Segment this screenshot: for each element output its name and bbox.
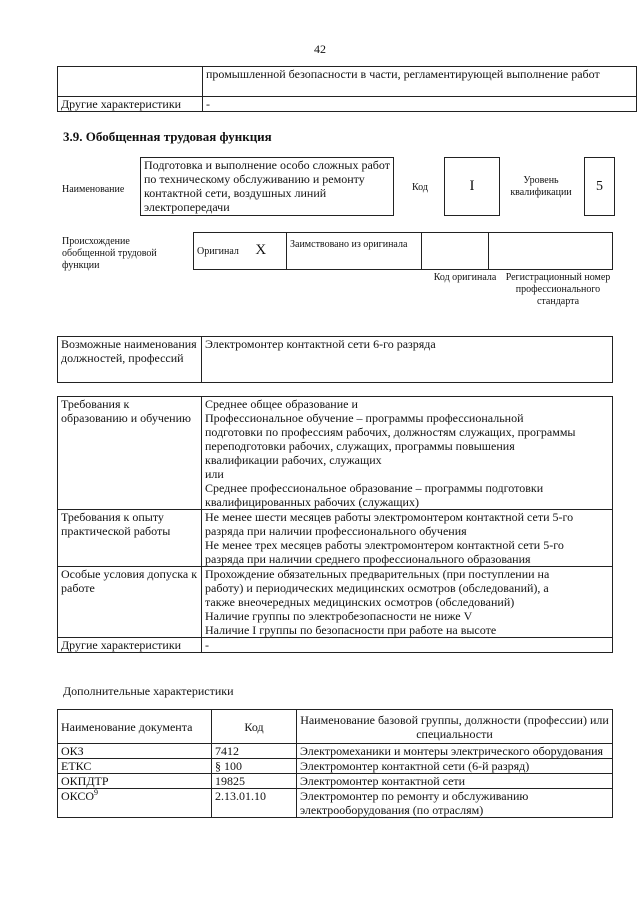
doc-cell [58,789,212,818]
additional-title: Дополнительные характеристики [63,684,234,698]
original-label: Оригинал [197,246,239,257]
other-value: - [202,638,613,653]
level-value-box: 5 [584,157,615,216]
borrowed-cell: Заимствовано из оригинала [287,233,422,270]
code-cell: 19825 [212,774,297,789]
reg-number-caption: Регистрационный номер профессионального стандарта [505,272,611,307]
name-cell: Электромонтер контактной сети (6-й разряд) [297,759,613,774]
code-cell: 7412 [212,744,297,759]
function-code-box: I [444,157,500,216]
name-cell: Электромеханики и монтеры электрического оборудования [297,744,613,759]
header-code: Код [212,710,297,744]
name-label: Наименование [62,184,125,195]
conditions-line: Наличие I группы по безопасности при работе на высоте [205,623,497,637]
code-label: Код [412,182,428,193]
header-document: Наименование документа [58,710,212,744]
positions-label: Возможные наименования должностей, профессий [58,337,202,383]
education-line: квалификации рабочих, служащих [205,453,382,467]
positions-table [57,336,613,383]
code-cell: § 100 [212,759,297,774]
code-original-caption: Код оригинала [433,272,497,283]
footnote-marker: 9 [94,788,99,797]
top-table-label: Другие характеристики [58,97,203,112]
education-label: Требования к образованию и обучению [58,397,202,510]
function-name-box: Подготовка и выполнение особо сложных работ по техническому обслуживанию и ремонту контактной сети, воздушных линий электропередачи [140,157,394,216]
top-table [57,66,637,112]
education-line: переподготовки рабочих, служащих, программы повышения [205,439,515,453]
name-cell: Электромонтер по ремонту и обслуживанию электрооборудования (по отраслям) [297,789,613,818]
conditions-line: также внеочередных медицинских осмотров (обследований) [205,595,515,609]
conditions-line: Наличие группы по электробезопасности не ниже V [205,609,473,623]
conditions-line: Прохождение обязательных предварительных (при поступлении на [205,567,550,581]
original-cell [194,233,287,270]
code-cell: 2.13.01.10 [212,789,297,818]
table-row [58,774,613,789]
doc-name: ОКСО [61,789,95,803]
education-line: Среднее общее образование и [205,397,358,411]
top-table-text: промышленной безопасности в части, регламентирующей выполнение работ [203,67,637,97]
education-line: или [205,467,224,481]
conditions-line: работу) и периодических медицинских осмотров (обследований), а [205,581,549,595]
experience-label: Требования к опыту практической работы [58,510,202,567]
experience-line: разряда при наличии профессионального обучения [205,524,467,538]
origin-table [193,232,613,270]
header-name: Наименование базовой группы, должности (профессии) или специальности [297,710,613,744]
origin-label: Происхождение обобщенной трудовой функции [62,236,157,271]
experience-value [202,510,613,567]
education-line: квалифицированных рабочих (служащих) [205,495,419,509]
page-number: 42 [314,42,326,56]
experience-line: Не менее шести месяцев работы электромонтером контактной сети 5-го [205,510,574,524]
table-row [58,744,613,759]
other-label: Другие характеристики [58,638,202,653]
original-mark: X [255,242,267,258]
doc-cell: ЕТКС [58,759,212,774]
conditions-label: Особые условия допуска к работе [58,567,202,638]
requirements-table [57,396,613,653]
name-cell: Электромонтер контактной сети [297,774,613,789]
doc-cell: ОКЗ [58,744,212,759]
level-label: Уровень квалификации [510,175,572,198]
conditions-value [202,567,613,638]
experience-line: разряда при наличии среднего профессионального образования [205,552,531,566]
experience-line: Не менее трех месяцев работы электромонтером контактной сети 5-го [205,538,564,552]
doc-cell: ОКПДТР [58,774,212,789]
top-table-value: - [203,97,637,112]
code-original-cell [422,233,489,270]
education-line: Среднее профессиональное образование – программы подготовки [205,481,544,495]
additional-table [57,709,613,818]
table-row [58,759,613,774]
reg-number-cell [489,233,613,270]
education-line: подготовки по профессиям рабочих, должностям служащих, программы [205,425,576,439]
table-row [58,789,613,818]
top-table-empty-cell [58,67,203,97]
education-value [202,397,613,510]
section-title: 3.9. Обобщенная трудовая функция [63,129,272,144]
positions-value: Электромонтер контактной сети 6-го разряда [202,337,613,383]
education-line: Профессиональное обучение – программы профессиональной [205,411,524,425]
